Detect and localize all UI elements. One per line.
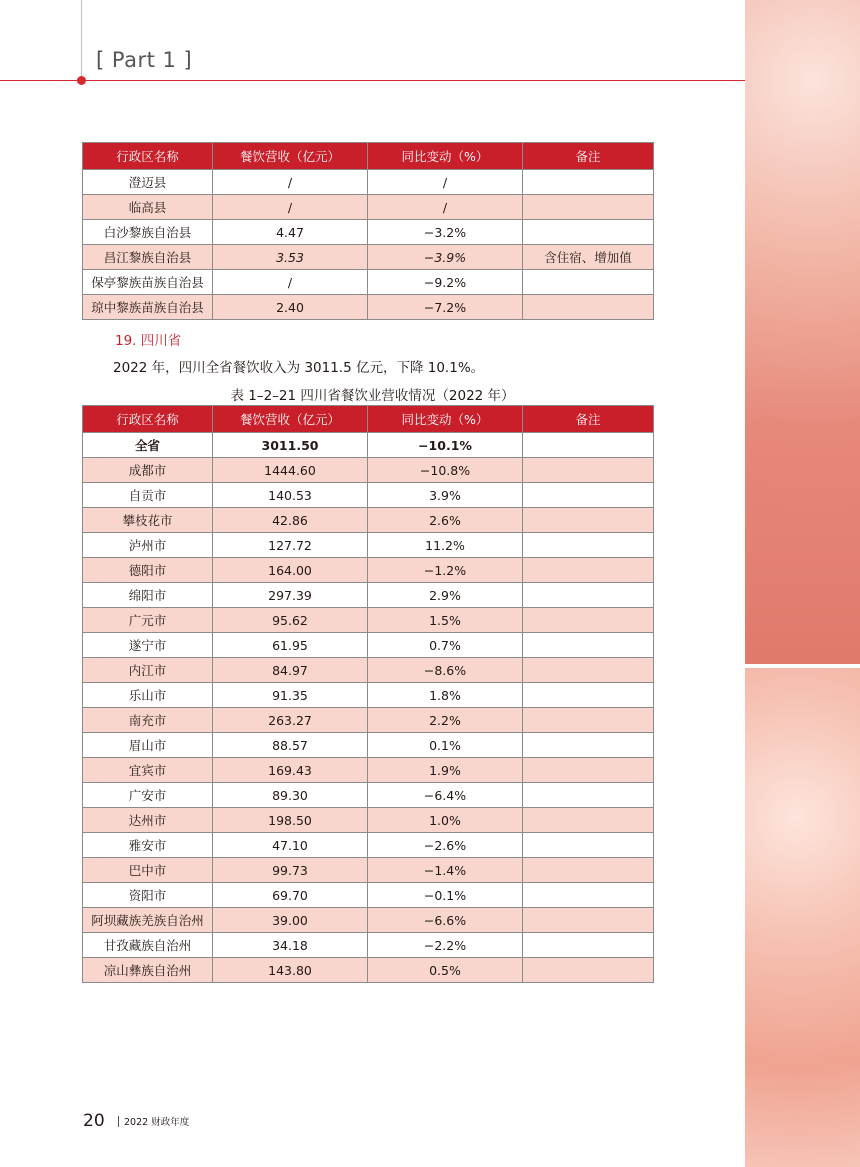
table-header-row: [83, 143, 654, 170]
cell-revenue: 39.00: [213, 908, 368, 933]
cell-name: 雅安市: [83, 833, 213, 858]
footer-text: 2022 财政年度: [124, 1117, 190, 1128]
cell-note: [523, 808, 654, 833]
table-row: [83, 958, 654, 983]
cell-note: 含住宿、增加值: [523, 245, 654, 270]
decorative-photo-top: [745, 0, 860, 664]
cell-note: [523, 483, 654, 508]
cell-note: [523, 708, 654, 733]
table-row: [83, 883, 654, 908]
table-row: [83, 683, 654, 708]
table-row: [83, 733, 654, 758]
cell-name: 南充市: [83, 708, 213, 733]
side-decorative-photo: [745, 0, 860, 1167]
table-row: [83, 245, 654, 270]
table-row: [83, 758, 654, 783]
header-vertical-rule: [81, 0, 82, 80]
cell-name: 广元市: [83, 608, 213, 633]
cell-note: [523, 583, 654, 608]
cell-change: −7.2%: [368, 295, 523, 320]
cell-note: [523, 658, 654, 683]
cell-change: −1.2%: [368, 558, 523, 583]
cell-revenue: 263.27: [213, 708, 368, 733]
cell-revenue: 42.86: [213, 508, 368, 533]
cell-change: 2.2%: [368, 708, 523, 733]
cell-change: 0.7%: [368, 633, 523, 658]
cell-change: −3.9%: [368, 245, 523, 270]
cell-note: [523, 883, 654, 908]
cell-change: −10.1%: [368, 433, 523, 458]
column-header: 同比变动（%）: [368, 143, 523, 170]
cell-change: −0.1%: [368, 883, 523, 908]
cell-note: [523, 533, 654, 558]
cell-change: −3.2%: [368, 220, 523, 245]
table-row: [83, 908, 654, 933]
cell-revenue: 1444.60: [213, 458, 368, 483]
cell-name: 甘孜藏族自治州: [83, 933, 213, 958]
cell-revenue: 140.53: [213, 483, 368, 508]
cell-name: 达州市: [83, 808, 213, 833]
cell-note: [523, 220, 654, 245]
cell-note: [523, 195, 654, 220]
cell-change: −10.8%: [368, 458, 523, 483]
cell-name: 澄迈县: [83, 170, 213, 195]
cell-change: −6.6%: [368, 908, 523, 933]
table-row: [83, 583, 654, 608]
header-dot-icon: [77, 76, 86, 85]
column-header: 同比变动（%）: [368, 406, 523, 433]
cell-change: −9.2%: [368, 270, 523, 295]
cell-revenue: 297.39: [213, 583, 368, 608]
table-row: [83, 270, 654, 295]
cell-note: [523, 270, 654, 295]
header-rule: [0, 80, 745, 81]
cell-revenue: 198.50: [213, 808, 368, 833]
cell-note: [523, 458, 654, 483]
table-caption: 表 1–2–21 四川省餐饮业营收情况（2022 年）: [230, 388, 515, 404]
table-row: [83, 858, 654, 883]
cell-note: [523, 783, 654, 808]
cell-revenue: 34.18: [213, 933, 368, 958]
column-header: 行政区名称: [83, 143, 213, 170]
cell-revenue: /: [213, 195, 368, 220]
cell-name: 遂宁市: [83, 633, 213, 658]
cell-revenue: 3011.50: [213, 433, 368, 458]
cell-name: 宜宾市: [83, 758, 213, 783]
cell-revenue: 143.80: [213, 958, 368, 983]
table-row: [83, 808, 654, 833]
table-row: [83, 608, 654, 633]
cell-revenue: 2.40: [213, 295, 368, 320]
cell-name: 攀枝花市: [83, 508, 213, 533]
cell-name: 临高县: [83, 195, 213, 220]
cell-revenue: 127.72: [213, 533, 368, 558]
cell-note: [523, 433, 654, 458]
cell-note: [523, 858, 654, 883]
cell-change: −8.6%: [368, 658, 523, 683]
cell-name: 阿坝藏族羌族自治州: [83, 908, 213, 933]
table-continued: [82, 142, 654, 320]
cell-revenue: /: [213, 270, 368, 295]
column-header: 行政区名称: [83, 406, 213, 433]
cell-name: 内江市: [83, 658, 213, 683]
cell-note: [523, 633, 654, 658]
cell-note: [523, 508, 654, 533]
table-body: [83, 433, 654, 983]
cell-note: [523, 908, 654, 933]
cell-change: 2.9%: [368, 583, 523, 608]
table-row: [83, 483, 654, 508]
cell-change: −2.2%: [368, 933, 523, 958]
table-row: [83, 295, 654, 320]
table-row: [83, 220, 654, 245]
cell-name: 昌江黎族自治县: [83, 245, 213, 270]
table-row: [83, 933, 654, 958]
cell-change: −1.4%: [368, 858, 523, 883]
cell-revenue: 84.97: [213, 658, 368, 683]
table-row: [83, 633, 654, 658]
cell-name: 乐山市: [83, 683, 213, 708]
table-header-row: [83, 406, 654, 433]
decorative-photo-bottom: [745, 668, 860, 1167]
cell-name: 全省: [83, 433, 213, 458]
cell-change: 11.2%: [368, 533, 523, 558]
section-heading: 19. 四川省: [115, 333, 182, 349]
cell-name: 泸州市: [83, 533, 213, 558]
table-row: [83, 170, 654, 195]
cell-note: [523, 683, 654, 708]
cell-revenue: 169.43: [213, 758, 368, 783]
part-label: [ Part 1 ]: [96, 48, 193, 72]
section-intro: 2022 年，四川全省餐饮收入为 3011.5 亿元，下降 10.1%。: [113, 360, 485, 376]
cell-change: 2.6%: [368, 508, 523, 533]
cell-name: 巴中市: [83, 858, 213, 883]
cell-note: [523, 733, 654, 758]
cell-change: 1.0%: [368, 808, 523, 833]
cell-revenue: 91.35: [213, 683, 368, 708]
cell-revenue: 4.47: [213, 220, 368, 245]
cell-revenue: 89.30: [213, 783, 368, 808]
cell-change: /: [368, 170, 523, 195]
cell-note: [523, 958, 654, 983]
column-header: 餐饮营收（亿元）: [213, 406, 368, 433]
cell-note: [523, 170, 654, 195]
cell-name: 保亭黎族苗族自治县: [83, 270, 213, 295]
table-row: [83, 195, 654, 220]
table-row: [83, 783, 654, 808]
cell-revenue: 88.57: [213, 733, 368, 758]
cell-change: 3.9%: [368, 483, 523, 508]
cell-name: 眉山市: [83, 733, 213, 758]
footer-separator: [118, 1116, 119, 1127]
table-row: [83, 533, 654, 558]
cell-name: 白沙黎族自治县: [83, 220, 213, 245]
cell-note: [523, 758, 654, 783]
cell-change: 0.5%: [368, 958, 523, 983]
cell-note: [523, 608, 654, 633]
cell-change: 1.9%: [368, 758, 523, 783]
cell-name: 凉山彝族自治州: [83, 958, 213, 983]
cell-change: 1.8%: [368, 683, 523, 708]
cell-change: −6.4%: [368, 783, 523, 808]
cell-revenue: 95.62: [213, 608, 368, 633]
table-row: [83, 508, 654, 533]
cell-revenue: 47.10: [213, 833, 368, 858]
table-row: [83, 458, 654, 483]
cell-revenue: /: [213, 170, 368, 195]
cell-change: 1.5%: [368, 608, 523, 633]
cell-change: −2.6%: [368, 833, 523, 858]
cell-name: 德阳市: [83, 558, 213, 583]
cell-name: 琼中黎族苗族自治县: [83, 295, 213, 320]
column-header: 餐饮营收（亿元）: [213, 143, 368, 170]
cell-note: [523, 558, 654, 583]
cell-name: 广安市: [83, 783, 213, 808]
cell-note: [523, 295, 654, 320]
cell-name: 资阳市: [83, 883, 213, 908]
cell-revenue: 164.00: [213, 558, 368, 583]
column-header: 备注: [523, 406, 654, 433]
cell-change: /: [368, 195, 523, 220]
cell-name: 绵阳市: [83, 583, 213, 608]
column-header: 备注: [523, 143, 654, 170]
cell-revenue: 3.53: [213, 245, 368, 270]
cell-note: [523, 833, 654, 858]
cell-revenue: 99.73: [213, 858, 368, 883]
page-number: 20: [83, 1111, 105, 1131]
cell-name: 自贡市: [83, 483, 213, 508]
cell-revenue: 61.95: [213, 633, 368, 658]
table-row: [83, 708, 654, 733]
table-sichuan: [82, 405, 654, 983]
cell-name: 成都市: [83, 458, 213, 483]
cell-revenue: 69.70: [213, 883, 368, 908]
table-row: [83, 558, 654, 583]
table-row: [83, 658, 654, 683]
table-row: [83, 433, 654, 458]
cell-change: 0.1%: [368, 733, 523, 758]
cell-note: [523, 933, 654, 958]
table-row: [83, 833, 654, 858]
